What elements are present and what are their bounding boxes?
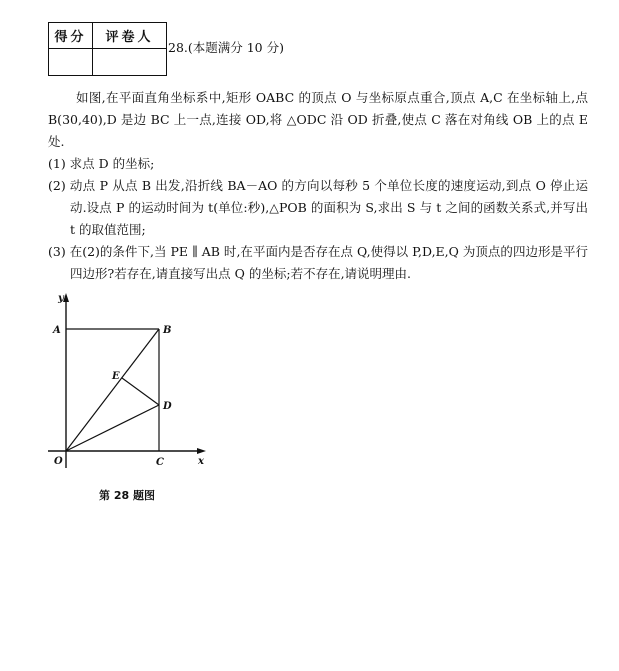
label-C: C xyxy=(156,457,164,468)
geometry-figure xyxy=(40,288,230,478)
label-x: x xyxy=(198,456,204,467)
score-blank xyxy=(49,49,93,75)
segment-OD xyxy=(66,405,159,451)
score-table xyxy=(48,22,167,76)
score-label: 得分 xyxy=(49,23,93,49)
label-B: B xyxy=(163,325,172,336)
grader-label: 评卷人 xyxy=(93,23,166,49)
grader-blank xyxy=(93,49,166,75)
label-A: A xyxy=(53,325,61,336)
label-D: D xyxy=(163,401,172,412)
question-part-3: (3) 在(2)的条件下,当 PE ∥ AB 时,在平面内是否存在点 Q,使得以 P,D,E,Q 为顶点的四边形是平行四边形?若存在,请直接写出点 Q 的坐标;若不存在,请说明理由. xyxy=(48,244,588,281)
question-part-1: (1) 求点 D 的坐标; xyxy=(48,156,155,171)
segment-OB xyxy=(66,329,159,451)
question-intro: 如图,在平面直角坐标系中,矩形 OABC 的顶点 O 与坐标原点重合,顶点 A,C 在坐标轴上,点 B(30,40),D 是边 BC 上一点,连接 OD,将 △ODC 沿 OD 折叠,使点 C 落在对角线 OB 上的点 E 处. xyxy=(48,90,588,149)
label-y: y xyxy=(58,293,64,304)
figure-caption: 第 28 题图 xyxy=(99,489,155,502)
figure-svg xyxy=(40,288,230,478)
question-part-2: (2) 动点 P 从点 B 出发,沿折线 BA－AO 的方向以每秒 5 个单位长度的速度运动,到点 O 停止运动.设点 P 的运动时间为 t(单位:秒),△POB 的面积为 S,求出 S 与 t 之间的函数关系式,并写出 t 的取值范围; xyxy=(48,178,588,237)
label-O: O xyxy=(54,456,63,467)
y-axis-arrow xyxy=(63,293,69,302)
label-E: E xyxy=(112,371,120,382)
segment-ED xyxy=(122,378,159,405)
x-axis-arrow xyxy=(197,448,206,454)
question-header: 28.(本题满分 10 分) xyxy=(168,40,284,55)
